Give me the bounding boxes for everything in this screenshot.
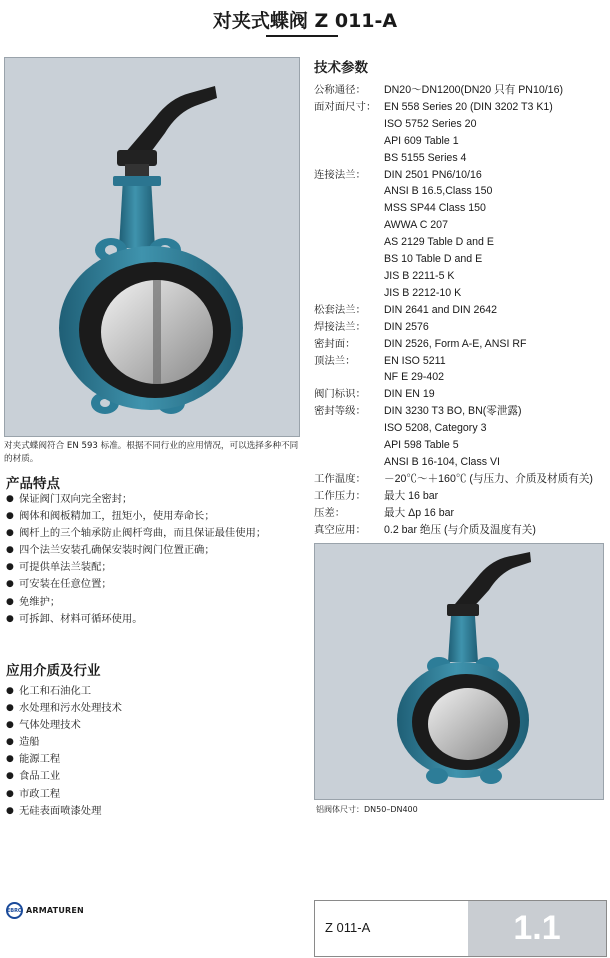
list-item: ● 造船 bbox=[6, 734, 298, 751]
spec-values bbox=[384, 167, 608, 302]
bullet-icon: ● bbox=[6, 720, 14, 731]
bullet-icon: ● bbox=[6, 528, 14, 539]
list-item: ● 可提供单法兰装配； bbox=[6, 559, 298, 576]
spec-label: 工作压力： bbox=[314, 489, 366, 502]
industries-heading: 应用介质及行业 bbox=[6, 663, 101, 679]
spec-value: DIN 2501 PN6/10/16 bbox=[384, 168, 482, 181]
spec-value: AWWA C 207 bbox=[384, 219, 448, 232]
spec-value: API 598 Table 5 bbox=[384, 439, 459, 452]
list-item: ● 可安装在任意位置； bbox=[6, 576, 298, 593]
list-item: ● 能源工程 bbox=[6, 751, 298, 768]
spec-value: EN ISO 5211 bbox=[384, 354, 446, 367]
logo-text: ARMATUREN bbox=[26, 906, 84, 915]
section-number: 1.1 bbox=[468, 901, 606, 956]
spec-label: 密封等级： bbox=[314, 405, 366, 418]
spec-row bbox=[314, 167, 608, 302]
spec-value: BS 5155 Series 4 bbox=[384, 151, 467, 164]
spec-value: 0.2 bar 绝压 (与介质及温度有关) bbox=[384, 523, 536, 536]
spec-values bbox=[384, 336, 608, 353]
spec-row bbox=[314, 522, 608, 539]
spec-value: ANSI B 16-104, Class VI bbox=[384, 455, 500, 468]
specs-heading: 技术参数 bbox=[314, 60, 368, 76]
spec-label: 工作温度： bbox=[314, 472, 366, 485]
spec-values bbox=[384, 403, 608, 471]
spec-values bbox=[384, 302, 608, 319]
spec-value: DIN 3230 T3 BO, BN(零泄露) bbox=[384, 405, 522, 418]
spec-row bbox=[314, 505, 608, 522]
valve-photo-main bbox=[4, 57, 300, 437]
spec-row bbox=[314, 82, 608, 99]
spec-value: DN20～DN1200(DN20 只有 PN10/16) bbox=[384, 84, 563, 96]
list-item: ● 市政工程 bbox=[6, 786, 298, 803]
spec-values bbox=[384, 99, 608, 167]
list-item: ● 气体处理技术 bbox=[6, 717, 298, 734]
spec-values bbox=[384, 386, 608, 403]
spec-values bbox=[384, 471, 608, 488]
spec-value: ISO 5752 Series 20 bbox=[384, 117, 477, 130]
bullet-icon: ● bbox=[6, 511, 14, 522]
list-item: ● 食品工业 bbox=[6, 768, 298, 785]
butterfly-valve-illustration bbox=[5, 58, 300, 437]
list-item: ● 化工和石油化工 bbox=[6, 683, 298, 700]
spec-label: 阀门标识： bbox=[314, 388, 366, 401]
spec-row bbox=[314, 353, 608, 387]
spec-label: 连接法兰： bbox=[314, 168, 366, 181]
bullet-icon: ● bbox=[6, 686, 14, 696]
bullet-icon: ● bbox=[6, 494, 14, 504]
bullet-icon: ● bbox=[6, 771, 14, 782]
spec-value: DIN 2641 and DIN 2642 bbox=[384, 303, 498, 316]
spec-row bbox=[314, 336, 608, 353]
bullet-icon: ● bbox=[6, 596, 14, 607]
spec-value: API 609 Table 1 bbox=[384, 134, 459, 147]
bullet-icon: ● bbox=[6, 754, 14, 765]
spec-value: JIS B 2212-10 K bbox=[384, 286, 462, 299]
spec-value: JIS B 2211-5 K bbox=[384, 269, 455, 282]
spec-row bbox=[314, 319, 608, 336]
spec-value: EN 558 Series 20 (DIN 3202 T3 K1) bbox=[384, 100, 553, 113]
footer-model: Z 011-A bbox=[325, 920, 371, 935]
logo-badge: EBRO bbox=[6, 902, 23, 919]
list-item: ● 四个法兰安装孔确保安装时阀门位置正确； bbox=[6, 542, 298, 559]
butterfly-valve-illustration bbox=[315, 544, 604, 800]
spec-label: 压差： bbox=[314, 506, 346, 519]
spec-value: ANSI B 16.5,Class 150 bbox=[384, 185, 493, 198]
spec-values bbox=[384, 522, 608, 539]
spec-label: 顶法兰： bbox=[314, 354, 356, 367]
ebro-logo bbox=[6, 902, 84, 919]
list-item: ● 阀杆上的三个轴承防止阀杆弯曲，而且保证最佳使用； bbox=[6, 525, 298, 542]
specs-table bbox=[314, 82, 608, 538]
bullet-icon: ● bbox=[6, 562, 14, 573]
spec-value: MSS SP44 Class 150 bbox=[384, 202, 486, 215]
list-item: ● 免维护； bbox=[6, 594, 298, 611]
spec-row bbox=[314, 403, 608, 471]
spec-value: ISO 5208, Category 3 bbox=[384, 422, 487, 435]
spec-value: AS 2129 Table D and E bbox=[384, 236, 494, 249]
spec-values bbox=[384, 353, 608, 387]
spec-label: 公称通径： bbox=[314, 84, 366, 96]
features-heading: 产品特点 bbox=[6, 476, 60, 492]
footer-box bbox=[314, 900, 607, 957]
bullet-icon: ● bbox=[6, 805, 14, 816]
bullet-icon: ● bbox=[6, 579, 14, 590]
main-photo-caption: 对夹式蝶阀符合 EN 593 标准。根据不同行业的应用情况，可以选择多种不同的材质。 bbox=[4, 441, 299, 464]
spec-row bbox=[314, 302, 608, 319]
list-item: ● 阀体和阀板精加工，扭矩小，使用寿命长； bbox=[6, 508, 298, 525]
list-item: ● 可拆卸、材料可循环使用。 bbox=[6, 611, 298, 628]
spec-row bbox=[314, 386, 608, 403]
spec-values bbox=[384, 488, 608, 505]
spec-value: BS 10 Table D and E bbox=[384, 253, 483, 266]
spec-value: DIN 2576 bbox=[384, 320, 429, 333]
spec-value: DIN EN 19 bbox=[384, 388, 435, 401]
spec-values bbox=[384, 82, 608, 99]
spec-values bbox=[384, 505, 608, 522]
spec-value: 最大 Δp 16 bar bbox=[384, 506, 455, 519]
spec-label: 松套法兰： bbox=[314, 303, 366, 316]
spec-label: 密封面： bbox=[314, 337, 356, 350]
bullet-icon: ● bbox=[6, 737, 14, 748]
bullet-icon: ● bbox=[6, 788, 14, 799]
spec-value: －20℃～＋160℃ (与压力、介质及材质有关) bbox=[384, 472, 593, 485]
features-list bbox=[6, 491, 298, 628]
small-photo-caption: 铝阀体尺寸：DN50–DN400 bbox=[316, 805, 418, 814]
bullet-icon: ● bbox=[6, 545, 14, 556]
spec-row bbox=[314, 488, 608, 505]
valve-photo-small bbox=[314, 543, 604, 800]
list-item: ● 水处理和污水处理技术 bbox=[6, 700, 298, 717]
bullet-icon: ● bbox=[6, 703, 14, 714]
spec-label: 焊接法兰： bbox=[314, 320, 366, 333]
title-underline bbox=[266, 35, 338, 37]
spec-value: 最大 16 bar bbox=[384, 489, 439, 502]
industries-list bbox=[6, 683, 298, 820]
spec-row bbox=[314, 99, 608, 167]
spec-label: 面对面尺寸： bbox=[314, 100, 377, 113]
list-item: ● 无硅表面喷漆处理 bbox=[6, 803, 298, 820]
spec-label: 真空应用： bbox=[314, 523, 366, 536]
spec-row bbox=[314, 471, 608, 488]
spec-values bbox=[384, 319, 608, 336]
spec-value: DIN 2526, Form A-E, ANSI RF bbox=[384, 337, 527, 350]
page-title: 对夹式蝶阀 Z 011-A bbox=[212, 10, 398, 32]
bullet-icon: ● bbox=[6, 613, 14, 624]
spec-value: NF E 29-402 bbox=[384, 371, 445, 384]
list-item: ● 保证阀门双向完全密封； bbox=[6, 491, 298, 508]
